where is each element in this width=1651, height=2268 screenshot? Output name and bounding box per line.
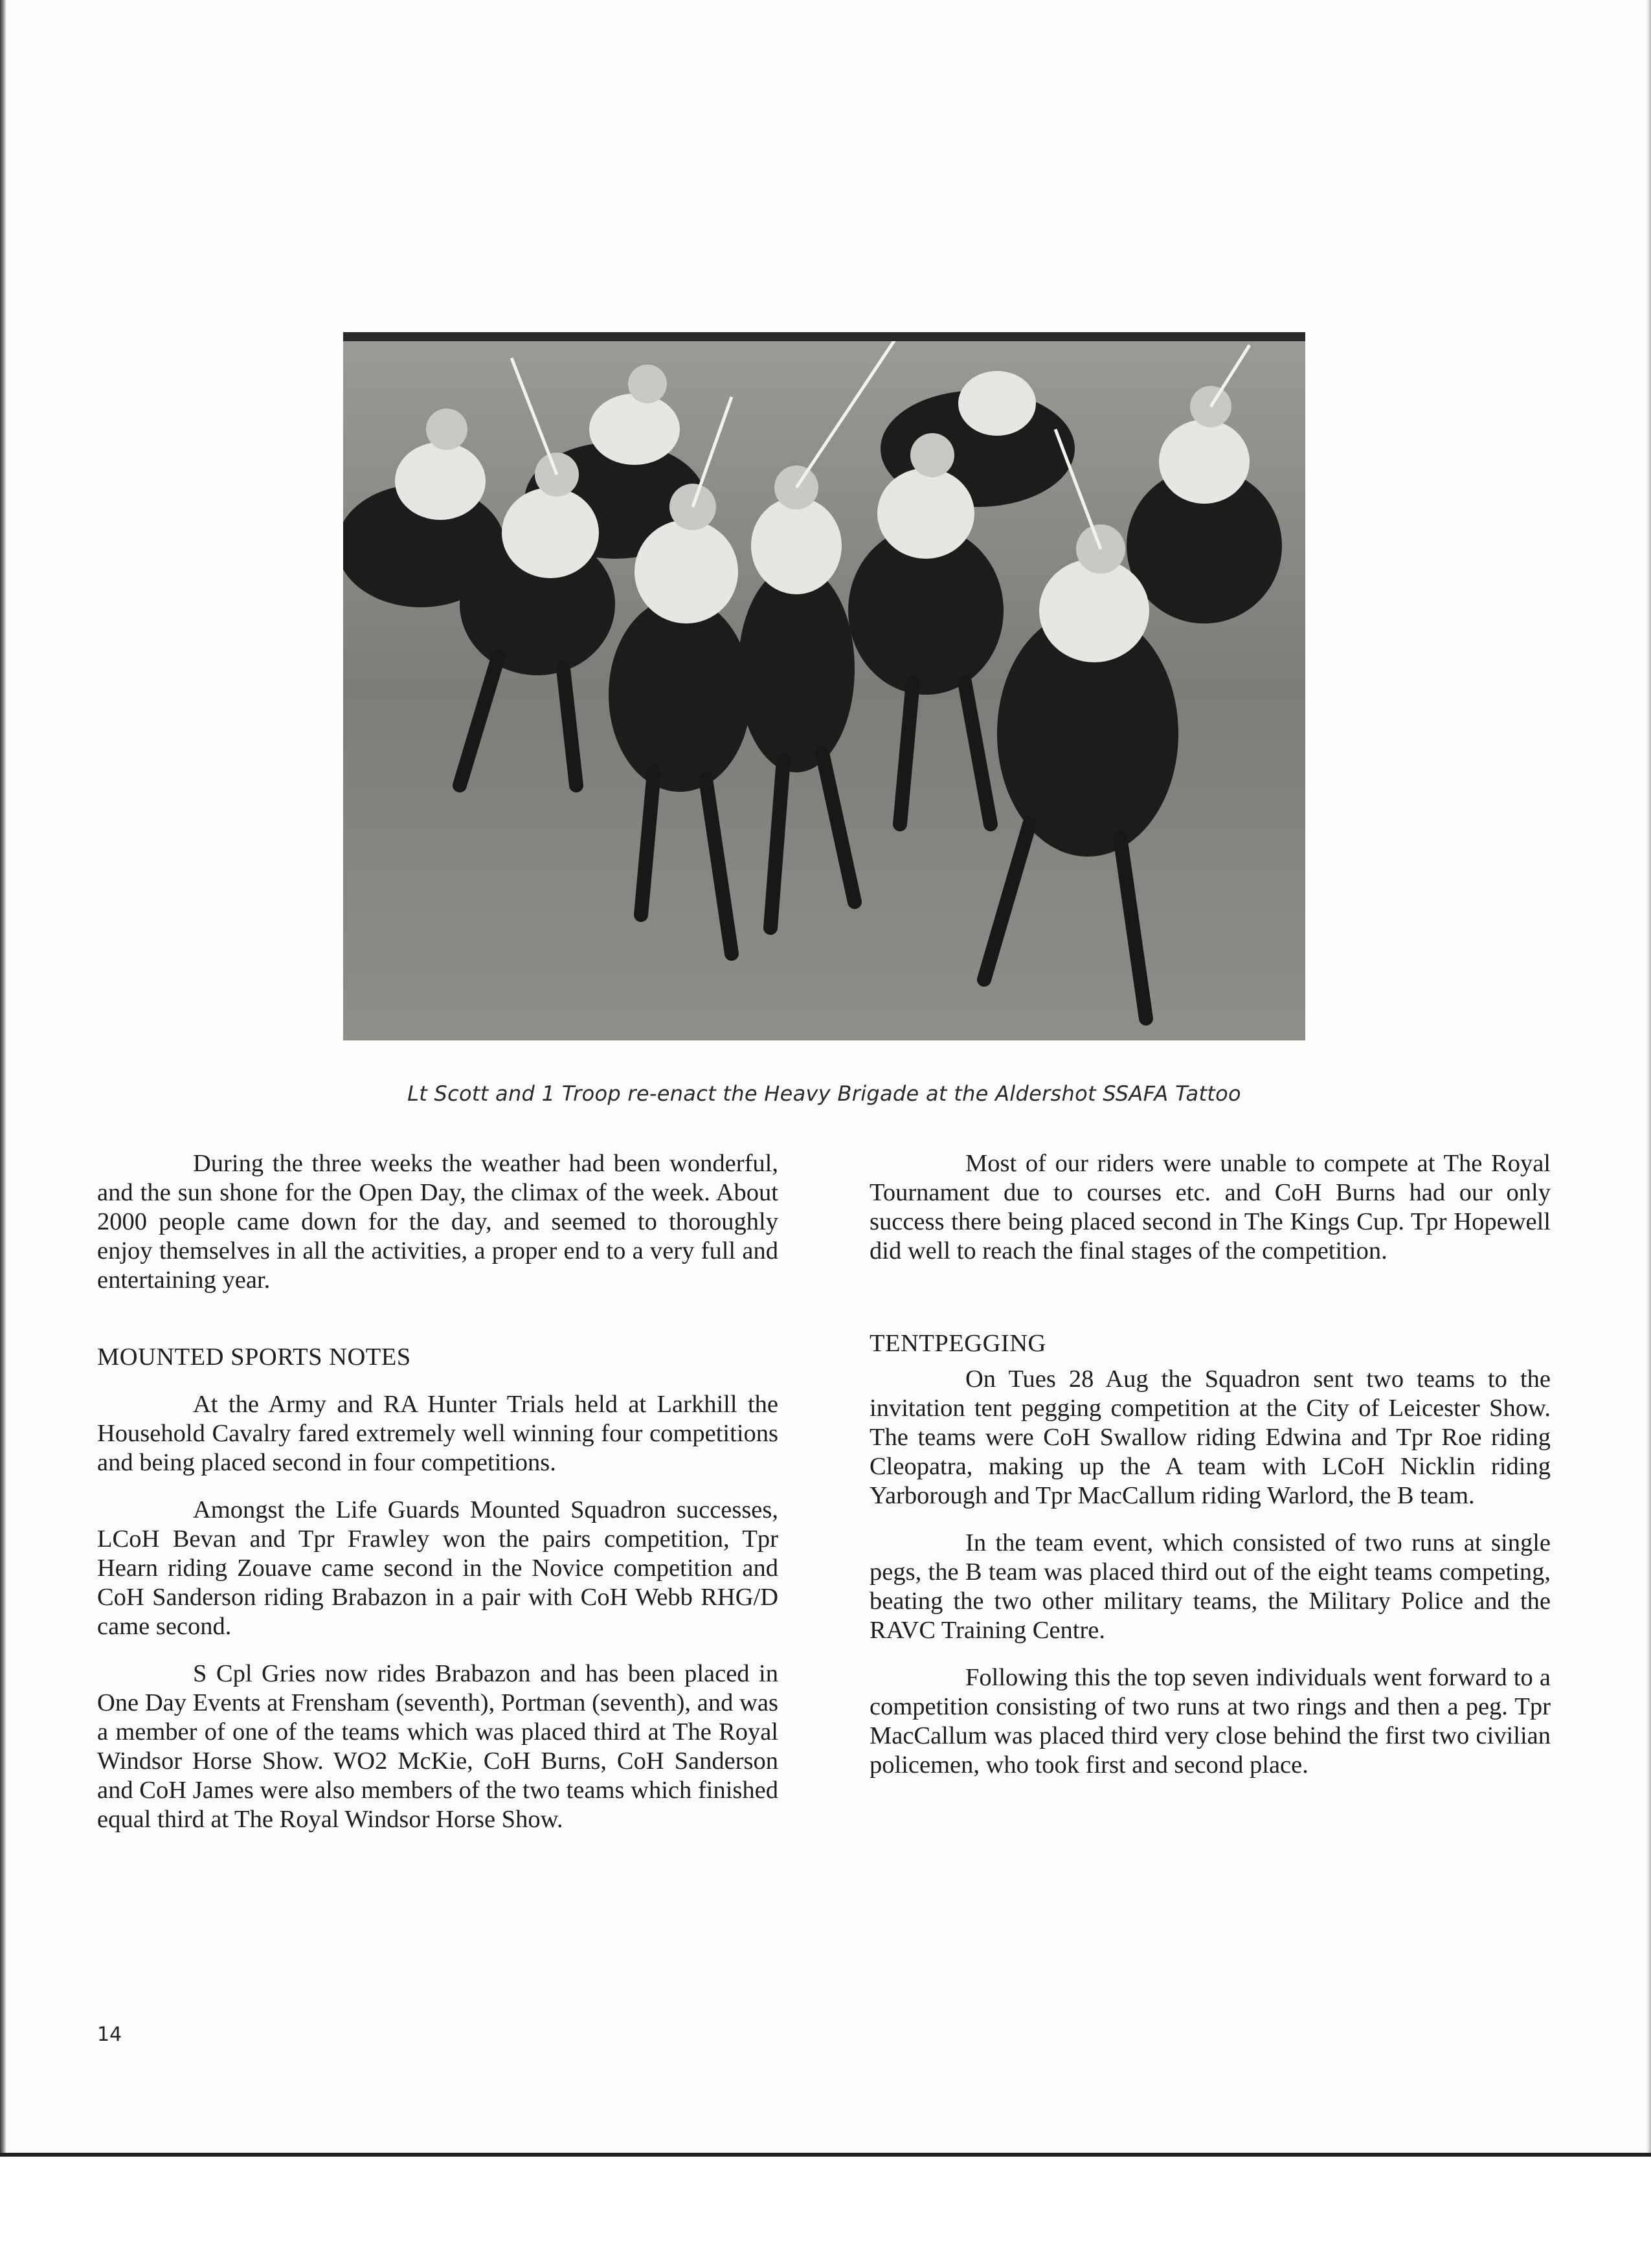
right-column xyxy=(870,1149,1551,1780)
left-intro-paragraph: During the three weeks the weather had been wonderful, and the sun shone for the Open Day, the climax of the week. About 2000 people came down for the day, and seemed to thoroughly enjoy themselves in all the activities, a proper end to a very full and entertaining year. xyxy=(97,1150,778,1294)
left-paragraph-1: At the Army and RA Hunter Trials held at Larkhill the Household Cavalry fared extremely well winning four competitions and being placed second in four competitions. xyxy=(97,1391,778,1476)
mounted-sports-heading: MOUNTED SPORTS NOTES xyxy=(97,1343,411,1371)
photo-caption: Lt Scott and 1 Troop re-enact the Heavy Brigade at the Aldershot SSAFA Tattoo xyxy=(407,1081,1241,1106)
tentpegging-heading: TENTPEGGING xyxy=(870,1330,1046,1357)
cavalry-charge-photo xyxy=(343,332,1305,1040)
left-paragraph-3: S Cpl Gries now rides Brabazon and has been placed in One Day Events at Frensham (seventh), Portman (seventh), and was a member of one of the teams which was placed third at The Royal Windsor Horse Show. WO2 McKie, CoH Burns, CoH Sanderson and CoH James were also members of the two teams which finished equal third at The Royal Windsor Horse Show. xyxy=(97,1660,778,1833)
page-left-edge xyxy=(0,0,6,2268)
below-rule-area xyxy=(0,2157,1651,2268)
right-paragraph-3: Following this the top seven individuals went forward to a competition consisting of two runs at two rings and then a peg. Tpr MacCallum was placed third very close behind the first two civilian policemen, who took first and second place. xyxy=(870,1664,1551,1779)
left-column xyxy=(97,1149,778,1834)
right-paragraph-2: In the team event, which consisted of two runs at single pegs, the B team was placed third out of the eight teams competing, beating the two other military teams, the Military Police and the RAVC Training Centre. xyxy=(870,1529,1551,1644)
page-right-edge xyxy=(1646,0,1651,2268)
page-number: 14 xyxy=(97,2023,122,2046)
left-paragraph-2: Amongst the Life Guards Mounted Squadron successes, LCoH Bevan and Tpr Frawley won the pairs competition, Tpr Hearn riding Zouave came second in the Novice competition and CoH Sanderson riding Brabazon in a pair with CoH Webb RHG/D came second. xyxy=(97,1496,778,1640)
right-paragraph-1: On Tues 28 Aug the Squadron sent two teams to the invitation tent pegging competition at the City of Leicester Show. The teams were CoH Swallow riding Edwina and Tpr Roe riding Cleopatra, making up the A team with LCoH Nicklin riding Yarborough and Tpr MacCallum riding Warlord, the B team. xyxy=(870,1365,1551,1509)
right-intro-paragraph: Most of our riders were unable to compete at The Royal Tournament due to courses etc. and CoH Burns had our only success there being placed second in The Kings Cup. Tpr Hopewell did well to reach the final stages of the competition. xyxy=(870,1150,1551,1264)
